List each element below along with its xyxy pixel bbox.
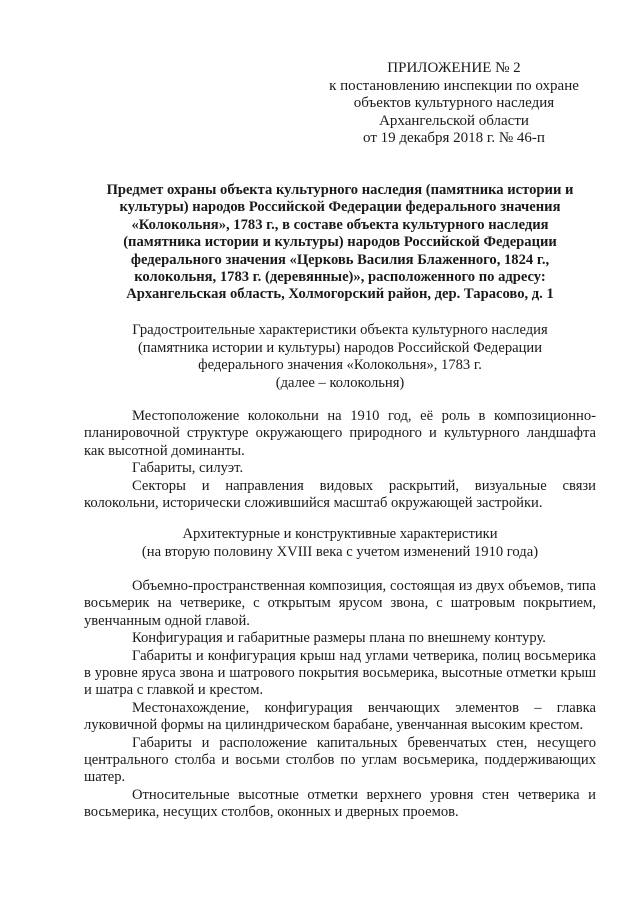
- document-title: [86, 182, 594, 304]
- section-heading-line: Архитектурные и конструктивные характеристики: [182, 526, 498, 542]
- urban-section-heading: [86, 322, 594, 392]
- section-heading-line: (памятника истории и культуры) народов Российской Федерации: [137, 339, 543, 356]
- architectural-section-heading: [86, 526, 594, 561]
- paragraph: Объемно-пространственная композиция, состоящая из двух объемов, типа восьмерик на четверике, с открытым ярусом звона, с шатровым покрытием, увенчанным одной главой.: [84, 578, 596, 629]
- paragraph: Местонахождение, конфигурация венчающих элементов – главка луковичной формы на цилиндрическом барабане, увенчанная высоким крестом.: [84, 699, 596, 734]
- section-heading-line: Градостроительные характеристики объекта культурного наследия: [132, 322, 548, 338]
- appendix-reference-line: к постановлению инспекции по охране: [329, 77, 579, 94]
- title-line: культуры) народов Российской Федерации федерального значения: [119, 199, 561, 216]
- paragraph: Габариты и конфигурация крыш над углами четверика, полиц восьмерика в уровне яруса звона и шатрового покрытия восьмерика, высотные отметки крыш и шатра с главкой и крестом.: [84, 647, 596, 699]
- appendix-reference-line: объектов культурного наследия: [353, 95, 555, 111]
- title-line: Предмет охраны объекта культурного наследия (памятника истории и: [106, 182, 574, 198]
- paragraph: Секторы и направления видовых раскрытий, визуальные связи колокольни, исторически сложившийся масштаб окружающей застройки.: [84, 477, 596, 512]
- architectural-section-body: [84, 578, 596, 822]
- appendix-header: [300, 60, 608, 148]
- paragraph: Габариты, силуэт.: [132, 460, 244, 477]
- section-heading-line: федерального значения «Колокольня», 1783 г.: [198, 357, 482, 373]
- section-heading-line: (далее – колокольня): [275, 374, 405, 391]
- title-line: федерального значения «Церковь Василия Блаженного, 1824 г.,: [130, 251, 550, 268]
- paragraph: Конфигурация и габаритные размеры плана по внешнему контуру.: [132, 630, 546, 647]
- title-line: «Колокольня», 1783 г., в составе объекта культурного наследия: [131, 216, 549, 233]
- title-line: Архангельская область, Холмогорский район, дер. Тарасово, д. 1: [126, 286, 554, 303]
- paragraph: Габариты и расположение капитальных бревенчатых стен, несущего центрального столба и восьми столбов по углам восьмерика, поддерживающих шатер.: [84, 734, 596, 786]
- section-heading-line: (на вторую половину XVIII века с учетом изменений 1910 года): [141, 543, 539, 560]
- appendix-reference-line: Архангельской области: [379, 112, 529, 129]
- paragraph: Относительные высотные отметки верхнего уровня стен четверика и восьмерика, несущих столбов, оконных и дверных проемов.: [84, 786, 596, 821]
- appendix-number: ПРИЛОЖЕНИЕ № 2: [387, 60, 521, 76]
- urban-section-body: [84, 408, 596, 512]
- paragraph: Местоположение колокольни на 1910 год, её роль в композиционно-планировочной структуре окружающего природного и культурного ландшафта как высотной доминанты.: [84, 408, 596, 459]
- title-line: (памятника истории и культуры) народов Российской Федерации: [123, 234, 557, 251]
- appendix-date-line: от 19 декабря 2018 г. № 46-п: [363, 130, 545, 146]
- title-line: колокольня, 1783 г. (деревянные)», расположенного по адресу:: [134, 269, 546, 286]
